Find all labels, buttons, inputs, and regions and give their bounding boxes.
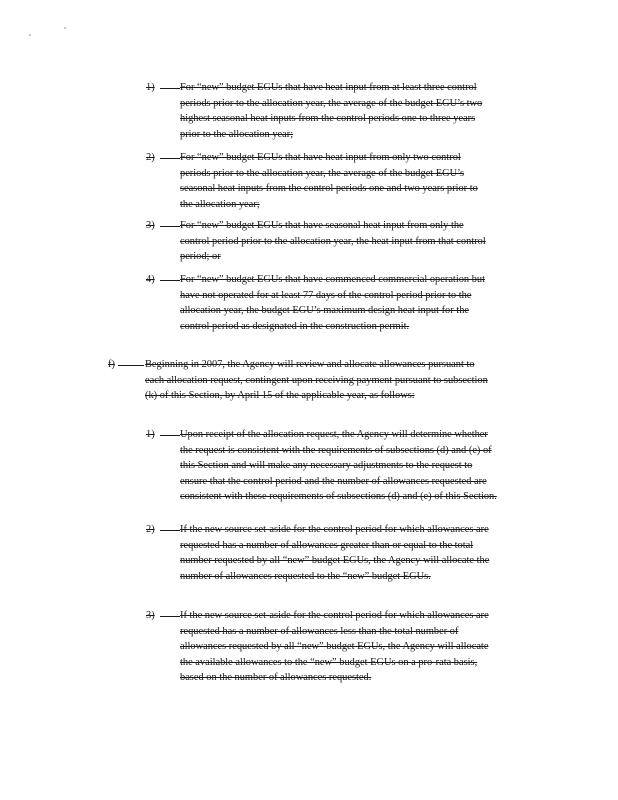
strike-dash: [160, 530, 180, 531]
item-number: 2): [146, 152, 155, 163]
item-text: If the new source set-aside for the control period for which allowances are requested has a number of allowances greater than or equal to the total number requested by all “new” budget EGUs, the Agency will allocate the number of allowances requested to the “new” budget EGUs.: [180, 524, 490, 582]
item-number: 3): [146, 220, 155, 231]
item-text: For “new” budget EGUs that have heat input from at least three control periods prior to the allocation year, the average of the budget EGU’s two highest seasonal heat inputs from the control periods one to three years prior to the allocation year;: [180, 82, 483, 140]
list-item: [146, 522, 491, 584]
strike-dash: [160, 435, 180, 436]
item-number: 1): [146, 429, 155, 440]
strike-dash: [118, 365, 144, 366]
item-number: 1): [146, 82, 155, 93]
item-text: For “new” budget EGUs that have heat input from only two control periods prior to the allocation year, the average of the budget EGU’s seasonal heat inputs from the control periods one and two years prior to the allocation year;: [180, 152, 478, 210]
item-number: 3): [146, 610, 155, 621]
list-item: [146, 218, 491, 265]
strike-dash: [160, 616, 180, 617]
item-number: 4): [146, 274, 155, 285]
strike-dash: [160, 88, 180, 89]
subsection-text: Beginning in 2007, the Agency will review and allocate allowances pursuant to each allocation request, contingent upon receiving payment pursuant to subsection (k) of this Section, by April 15 of the applicable year, as follows:: [145, 359, 488, 402]
item-number: 2): [146, 524, 155, 535]
item-text: Upon receipt of the allocation request, the Agency will determine whether the request is consistent with the requirements of subsections (d) and (e) of this Section and will make any necessary adjustments to the request to ensure that the control period and the number of allowances requested are consistent with these requirements of subsections (d) and (e) of this Section.: [180, 429, 497, 503]
item-text: For “new” budget EGUs that have seasonal heat input from only the control period prior to the allocation year, the heat input from that control period; or: [180, 220, 486, 263]
list-item: [146, 150, 491, 212]
scan-speck: [64, 27, 66, 29]
list-item: [146, 608, 491, 686]
list-item: [146, 272, 491, 334]
subsection-letter: f): [108, 359, 115, 370]
strike-dash: [160, 226, 180, 227]
subsection-f: [108, 357, 491, 404]
list-item: [146, 80, 491, 142]
item-text: If the new source set-aside for the control period for which allowances are requested has a number of allowances less than the total number of allowances requested by all “new” budget EGUs, the Agency will allocate the available allowances to the “new” budget EGUs on a pro-rata basis, based on the number of allowances requested.: [180, 610, 489, 684]
strike-dash: [160, 158, 180, 159]
scan-speck: [29, 34, 31, 36]
strike-dash: [160, 280, 180, 281]
list-item: [146, 427, 499, 505]
item-text: For “new” budget EGUs that have commenced commercial operation but have not operated for at least 77 days of the control period prior to the allocation year, the budget EGU’s maximum design heat input for the control period as designated in the construction permit.: [180, 274, 485, 332]
